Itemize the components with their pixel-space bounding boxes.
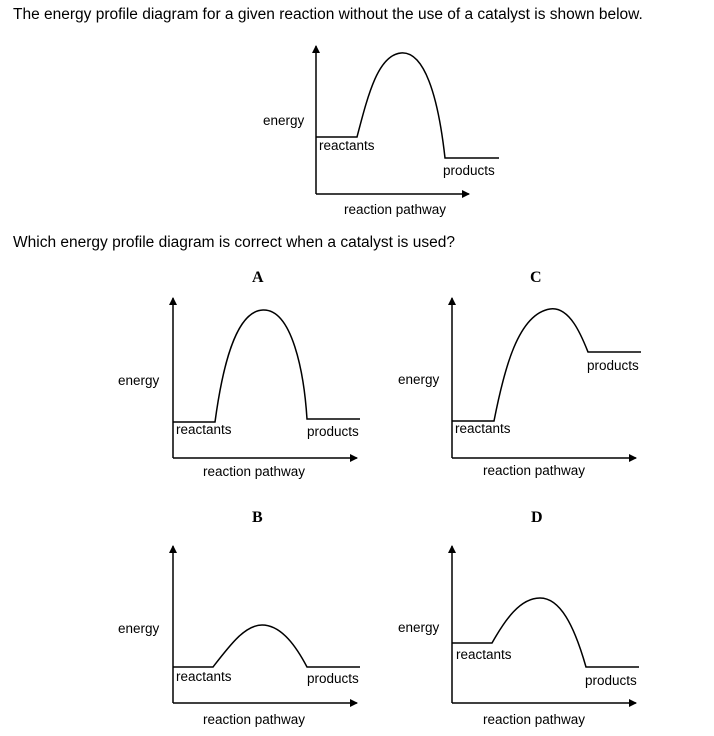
- option-c-energy-label: energy: [398, 372, 440, 387]
- option-a-energy-label: energy: [118, 373, 160, 388]
- reference-products-label: products: [443, 163, 495, 178]
- option-d-reactants-label: reactants: [456, 647, 512, 662]
- option-d-energy-label: energy: [398, 620, 440, 635]
- option-c-reactants-label: reactants: [455, 421, 511, 436]
- option-a-letter[interactable]: A: [252, 269, 264, 286]
- option-c-x-axis-label: reaction pathway: [483, 463, 586, 478]
- option-d-letter[interactable]: D: [531, 509, 543, 526]
- option-d-x-axis-label: reaction pathway: [483, 712, 586, 727]
- option-c-letter[interactable]: C: [530, 269, 542, 286]
- reference-reactants-label: reactants: [319, 138, 375, 153]
- option-a-diagram[interactable]: [118, 298, 360, 479]
- option-b-diagram[interactable]: [118, 546, 360, 727]
- reference-diagram: [263, 46, 499, 217]
- option-c-products-label: products: [587, 358, 639, 373]
- question-intro: The energy profile diagram for a given reaction without the use of a catalyst is shown below.: [13, 6, 643, 23]
- option-d-products-label: products: [585, 673, 637, 688]
- option-c-diagram[interactable]: [398, 298, 641, 478]
- reference-energy-label: energy: [263, 113, 305, 128]
- option-b-energy-curve: [173, 625, 360, 667]
- option-a-reactants-label: reactants: [176, 422, 232, 437]
- option-b-energy-label: energy: [118, 621, 160, 636]
- option-b-letter[interactable]: B: [252, 509, 263, 526]
- option-a-x-axis-label: reaction pathway: [203, 464, 306, 479]
- option-a-products-label: products: [307, 424, 359, 439]
- option-b-products-label: products: [307, 671, 359, 686]
- reference-x-axis-label: reaction pathway: [344, 202, 447, 217]
- option-d-diagram[interactable]: [398, 546, 639, 727]
- question-prompt: Which energy profile diagram is correct when a catalyst is used?: [13, 234, 455, 251]
- option-b-reactants-label: reactants: [176, 669, 232, 684]
- option-b-x-axis-label: reaction pathway: [203, 712, 306, 727]
- option-a-energy-curve: [173, 310, 360, 422]
